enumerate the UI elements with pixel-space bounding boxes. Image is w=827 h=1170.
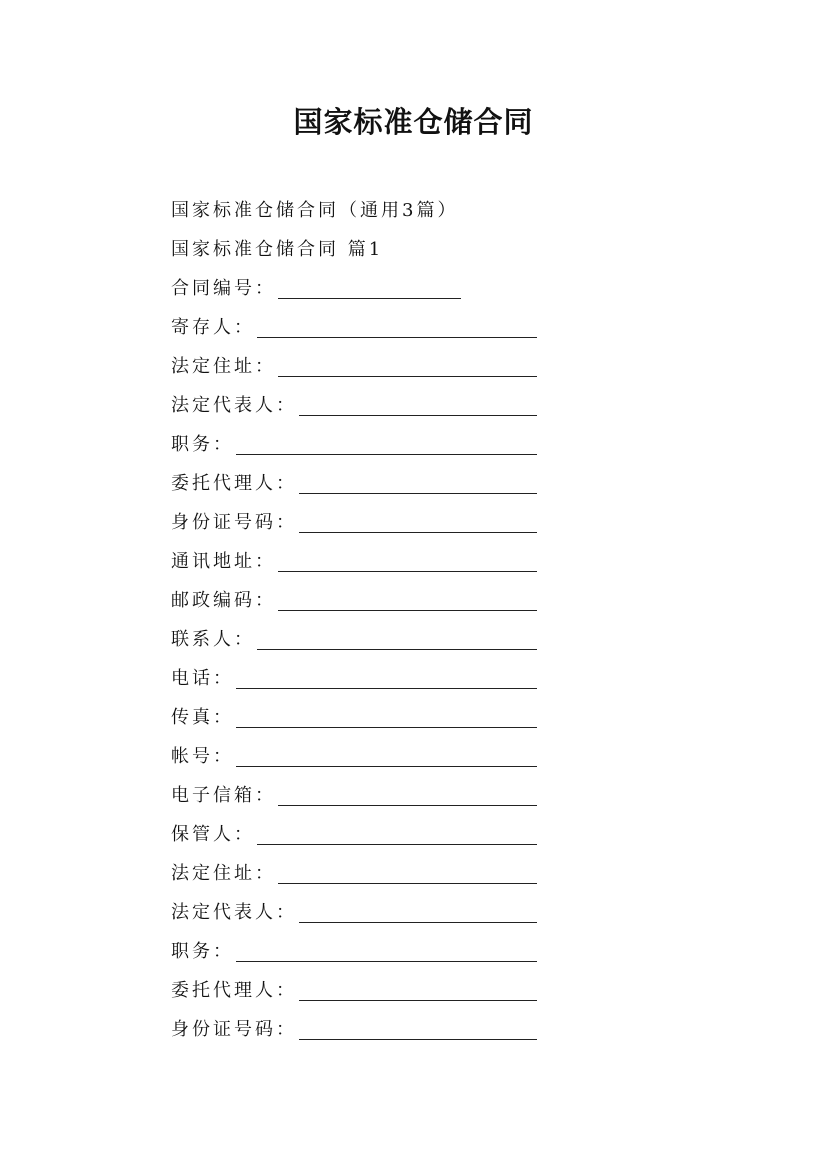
field-label: 委托代理人： bbox=[171, 473, 297, 494]
field-label: 联系人： bbox=[171, 629, 255, 650]
depositor-agent-field bbox=[171, 471, 537, 497]
custodian-address-field bbox=[171, 861, 537, 887]
blank-line[interactable] bbox=[236, 766, 537, 767]
depositor-address-field bbox=[171, 354, 537, 380]
field-label: 寄存人： bbox=[171, 317, 255, 338]
field-label: 法定代表人： bbox=[171, 902, 297, 923]
blank-line[interactable] bbox=[299, 1039, 537, 1040]
field-label: 法定代表人： bbox=[171, 395, 297, 416]
document-title: 国家标准仓储合同 bbox=[293, 105, 534, 139]
field-label: 通讯地址： bbox=[171, 551, 276, 572]
depositor-mailing-address-field bbox=[171, 549, 537, 575]
field-label: 身份证号码： bbox=[171, 512, 297, 533]
custodian-legal-rep-field bbox=[171, 900, 537, 926]
field-label: 法定住址： bbox=[171, 356, 276, 377]
blank-line[interactable] bbox=[278, 571, 537, 572]
depositor-id-field bbox=[171, 510, 537, 536]
field-label: 法定住址： bbox=[171, 863, 276, 884]
depositor-phone-field bbox=[171, 666, 537, 692]
depositor-postcode-field bbox=[171, 588, 537, 614]
field-label: 合同编号： bbox=[171, 278, 276, 299]
field-label: 职务： bbox=[171, 434, 234, 455]
blank-line[interactable] bbox=[278, 298, 461, 299]
depositor-account-field bbox=[171, 744, 537, 770]
field-label: 委托代理人： bbox=[171, 980, 297, 1001]
blank-line[interactable] bbox=[299, 922, 537, 923]
blank-line[interactable] bbox=[257, 337, 537, 338]
blank-line[interactable] bbox=[278, 376, 537, 377]
depositor-field bbox=[171, 315, 537, 341]
blank-line[interactable] bbox=[278, 805, 537, 806]
custodian-id-field bbox=[171, 1017, 537, 1043]
section-heading: 国家标准仓储合同 篇1 bbox=[171, 239, 384, 260]
blank-line[interactable] bbox=[236, 454, 537, 455]
field-label: 保管人： bbox=[171, 824, 255, 845]
blank-line[interactable] bbox=[236, 688, 537, 689]
blank-line[interactable] bbox=[299, 493, 537, 494]
depositor-fax-field bbox=[171, 705, 537, 731]
blank-line[interactable] bbox=[257, 844, 537, 845]
field-label: 电话： bbox=[171, 668, 234, 689]
custodian-position-field bbox=[171, 939, 537, 965]
depositor-contact-field bbox=[171, 627, 537, 653]
field-label: 传真： bbox=[171, 707, 234, 728]
field-label: 电子信箱： bbox=[171, 785, 276, 806]
blank-line[interactable] bbox=[299, 532, 537, 533]
contract-number-field bbox=[171, 276, 461, 302]
depositor-legal-rep-field bbox=[171, 393, 537, 419]
field-label: 身份证号码： bbox=[171, 1019, 297, 1040]
blank-line[interactable] bbox=[278, 610, 537, 611]
blank-line[interactable] bbox=[236, 961, 537, 962]
depositor-position-field bbox=[171, 432, 537, 458]
blank-line[interactable] bbox=[278, 883, 537, 884]
field-label: 帐号： bbox=[171, 746, 234, 767]
blank-line[interactable] bbox=[257, 649, 537, 650]
depositor-email-field bbox=[171, 783, 537, 809]
document-subtitle: 国家标准仓储合同（通用3篇） bbox=[171, 200, 459, 221]
field-label: 职务： bbox=[171, 941, 234, 962]
blank-line[interactable] bbox=[236, 727, 537, 728]
field-label: 邮政编码： bbox=[171, 590, 276, 611]
custodian-agent-field bbox=[171, 978, 537, 1004]
custodian-field bbox=[171, 822, 537, 848]
blank-line[interactable] bbox=[299, 1000, 537, 1001]
blank-line[interactable] bbox=[299, 415, 537, 416]
